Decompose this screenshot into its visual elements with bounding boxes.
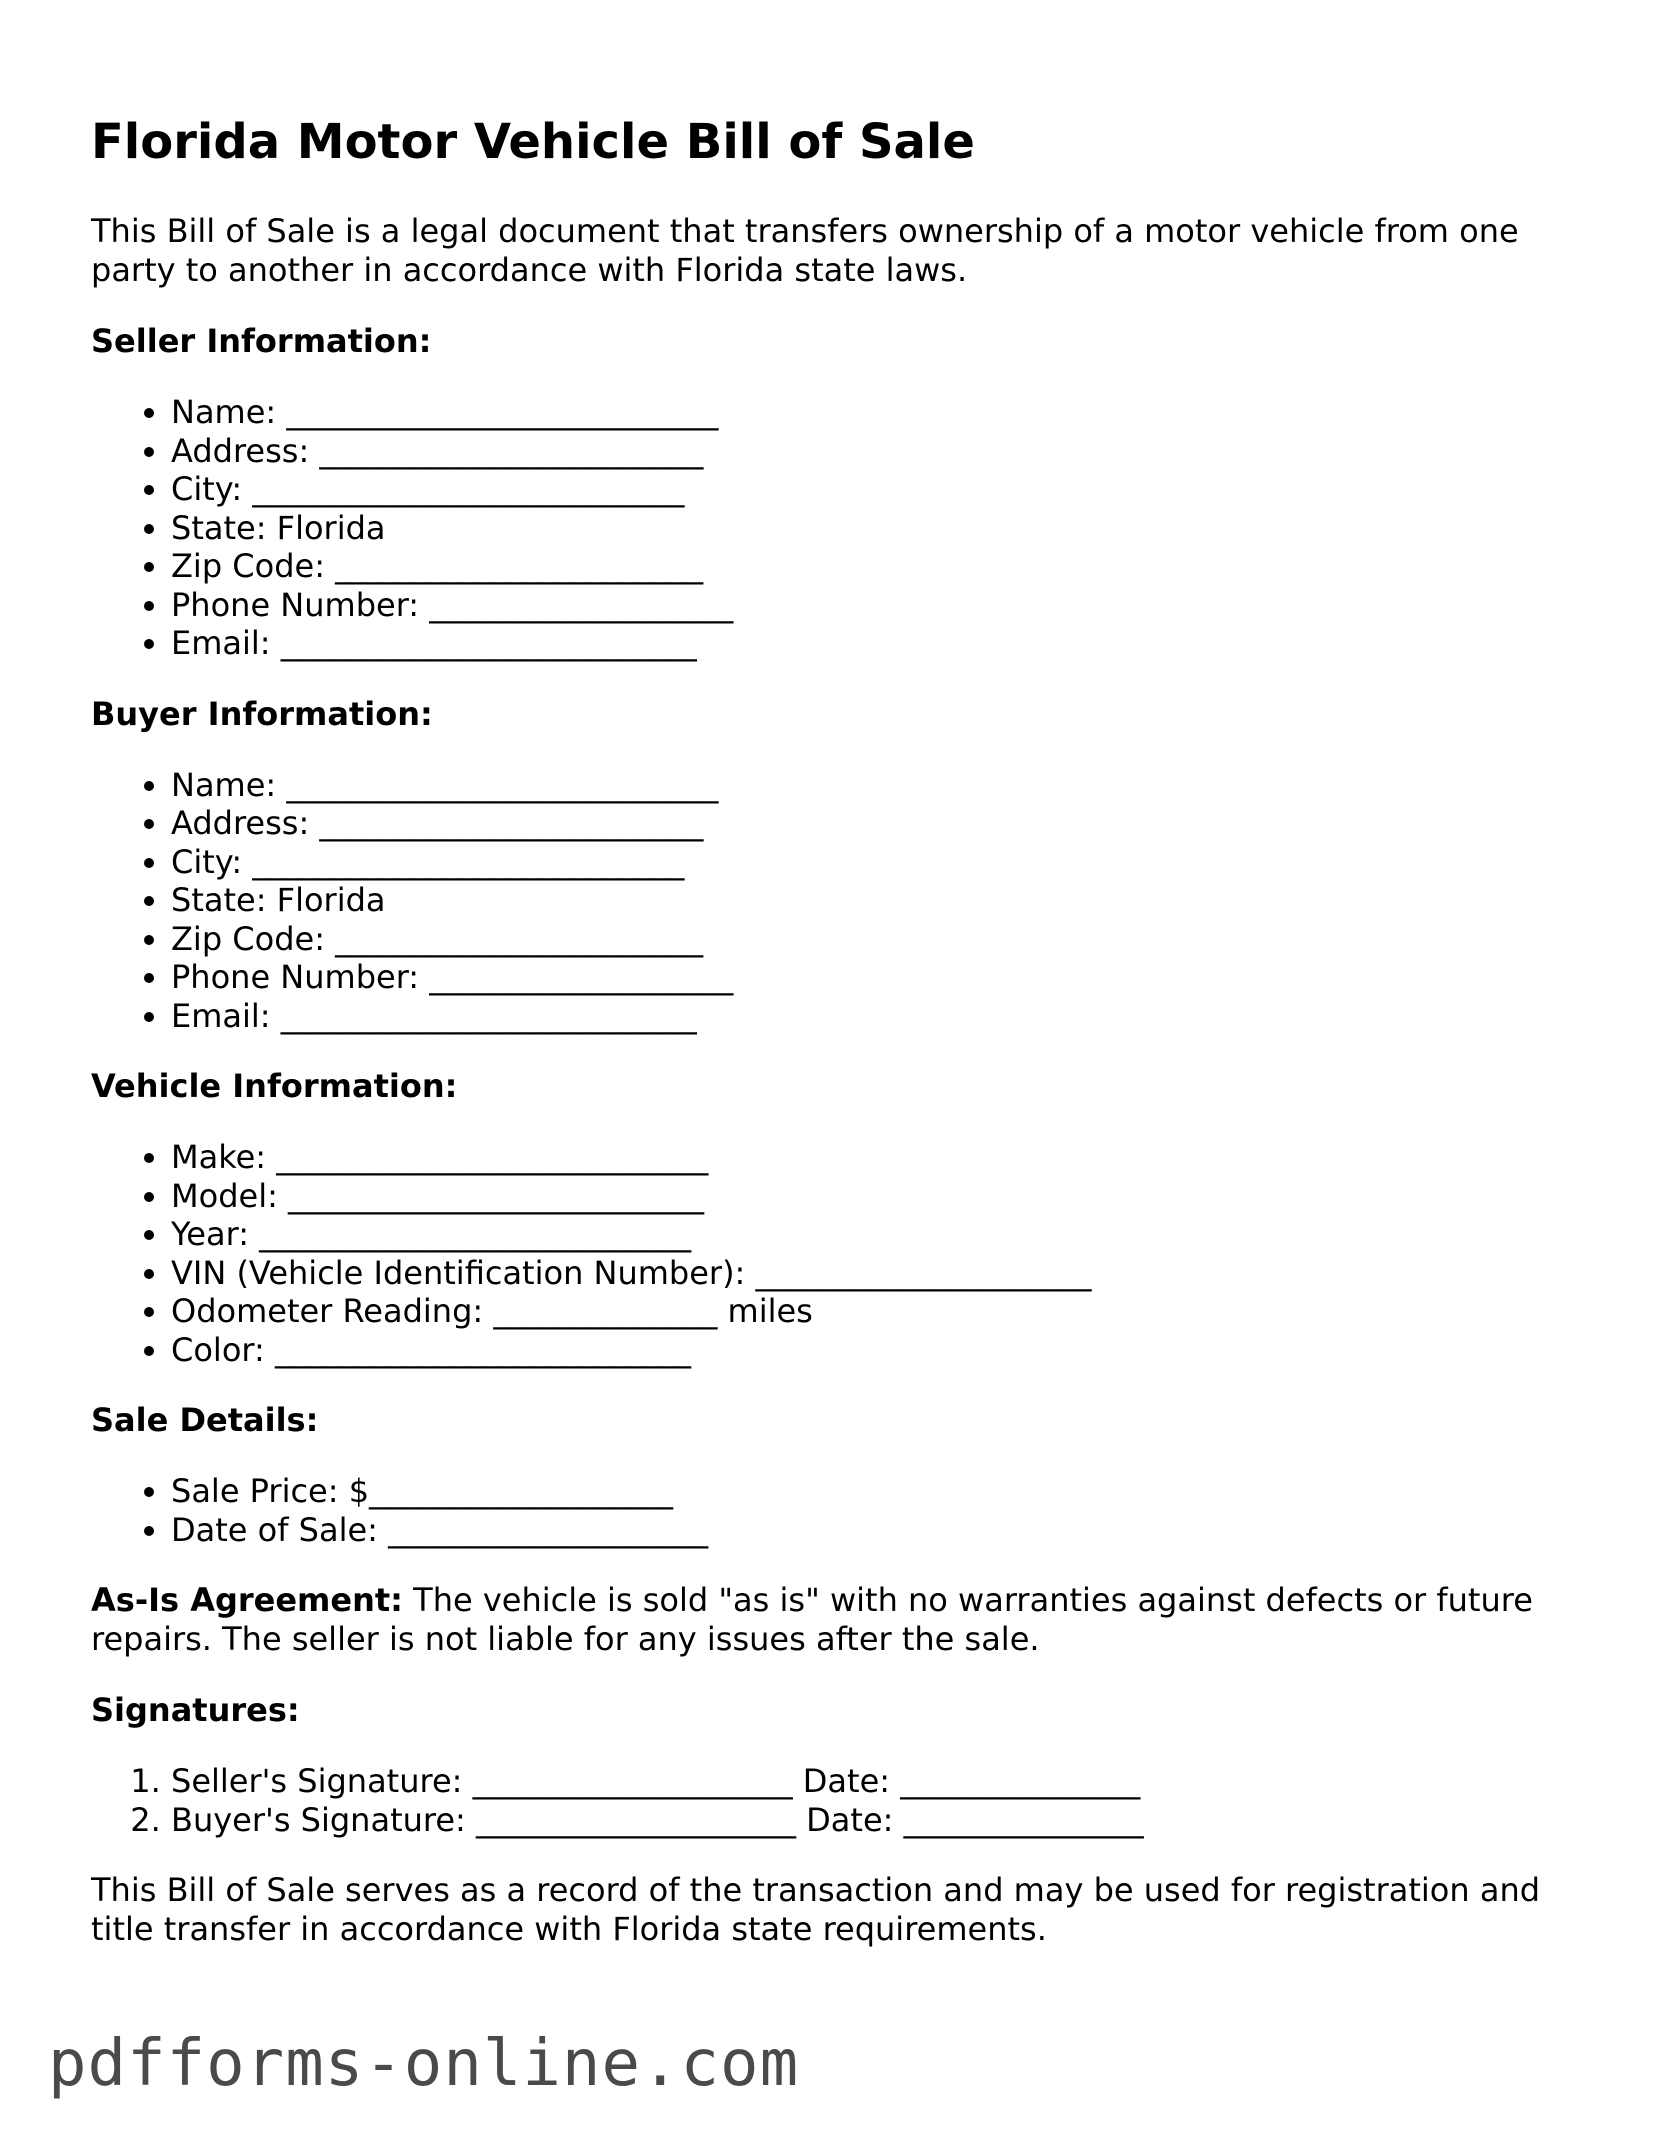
seller-email-field[interactable]: • Email: __________________________ bbox=[171, 624, 1571, 663]
buyer-heading: Buyer Information: bbox=[91, 694, 433, 733]
vehicle-list bbox=[91, 1138, 1571, 1369]
vehicle-color-field[interactable]: • Color: __________________________ bbox=[171, 1331, 1571, 1370]
signatures-list bbox=[91, 1762, 1571, 1839]
seller-heading: Seller Information: bbox=[91, 322, 432, 360]
seller-address-field[interactable]: • Address: ________________________ bbox=[171, 432, 1571, 471]
sale-list bbox=[91, 1472, 1571, 1549]
vehicle-model-field[interactable]: • Model: __________________________ bbox=[171, 1177, 1571, 1216]
as-is-text: The vehicle is sold "as is" with no warranties against defects or future repairs. The seller is not liable for any issues after the sale. bbox=[91, 1581, 1533, 1658]
sale-price-field[interactable]: • Sale Price: $___________________ bbox=[171, 1472, 1571, 1511]
buyer-address-field[interactable]: • Address: ________________________ bbox=[171, 804, 1571, 843]
intro-paragraph: This Bill of Sale is a legal document that transfers ownership of a motor vehicle from one party to another in accordance with Florida state laws. bbox=[91, 212, 1519, 289]
vehicle-year-field[interactable]: • Year: ___________________________ bbox=[171, 1215, 1571, 1254]
vehicle-odometer-field[interactable]: • Odometer Reading: ______________ miles bbox=[171, 1292, 1571, 1331]
buyer-name-field[interactable]: • Name: ___________________________ bbox=[171, 766, 1571, 805]
seller-city-field[interactable]: • City: ___________________________ bbox=[171, 470, 1571, 509]
closing-paragraph: This Bill of Sale serves as a record of the transaction and may be used for registration and title transfer in accordance with Florida state requirements. bbox=[91, 1871, 1541, 1948]
seller-zip-field[interactable]: • Zip Code: _______________________ bbox=[171, 547, 1571, 586]
buyer-phone-field[interactable]: • Phone Number: ___________________ bbox=[171, 958, 1571, 997]
buyer-signature-field[interactable]: 2. Buyer's Signature: ____________________ Date: _______________ bbox=[171, 1801, 1571, 1840]
buyer-zip-field[interactable]: • Zip Code: _______________________ bbox=[171, 920, 1571, 959]
vehicle-make-field[interactable]: • Make: ___________________________ bbox=[171, 1138, 1571, 1177]
as-is-agreement bbox=[91, 1581, 1571, 1659]
vehicle-vin-field[interactable]: • VIN (Vehicle Identification Number): _____________________ bbox=[171, 1254, 1571, 1293]
signatures-heading: Signatures: bbox=[91, 1691, 300, 1729]
buyer-list bbox=[91, 766, 1571, 1036]
seller-state-field: • State: Florida bbox=[171, 509, 1571, 548]
document-title: Florida Motor Vehicle Bill of Sale bbox=[91, 114, 975, 170]
document-page bbox=[91, 112, 1571, 1949]
seller-phone-field[interactable]: • Phone Number: ___________________ bbox=[171, 586, 1571, 625]
as-is-label: As-Is Agreement: bbox=[91, 1581, 403, 1619]
seller-signature-field[interactable]: 1. Seller's Signature: ____________________ Date: _______________ bbox=[171, 1762, 1571, 1801]
buyer-state-field: • State: Florida bbox=[171, 881, 1571, 920]
watermark-text: pdfforms-online.com bbox=[48, 2027, 800, 2101]
buyer-city-field[interactable]: • City: ___________________________ bbox=[171, 843, 1571, 882]
sale-date-field[interactable]: • Date of Sale: ____________________ bbox=[171, 1511, 1571, 1550]
buyer-email-field[interactable]: • Email: __________________________ bbox=[171, 997, 1571, 1036]
vehicle-heading: Vehicle Information: bbox=[91, 1067, 458, 1105]
seller-list bbox=[91, 393, 1571, 663]
seller-name-field[interactable]: • Name: ___________________________ bbox=[171, 393, 1571, 432]
sale-heading: Sale Details: bbox=[91, 1401, 319, 1439]
